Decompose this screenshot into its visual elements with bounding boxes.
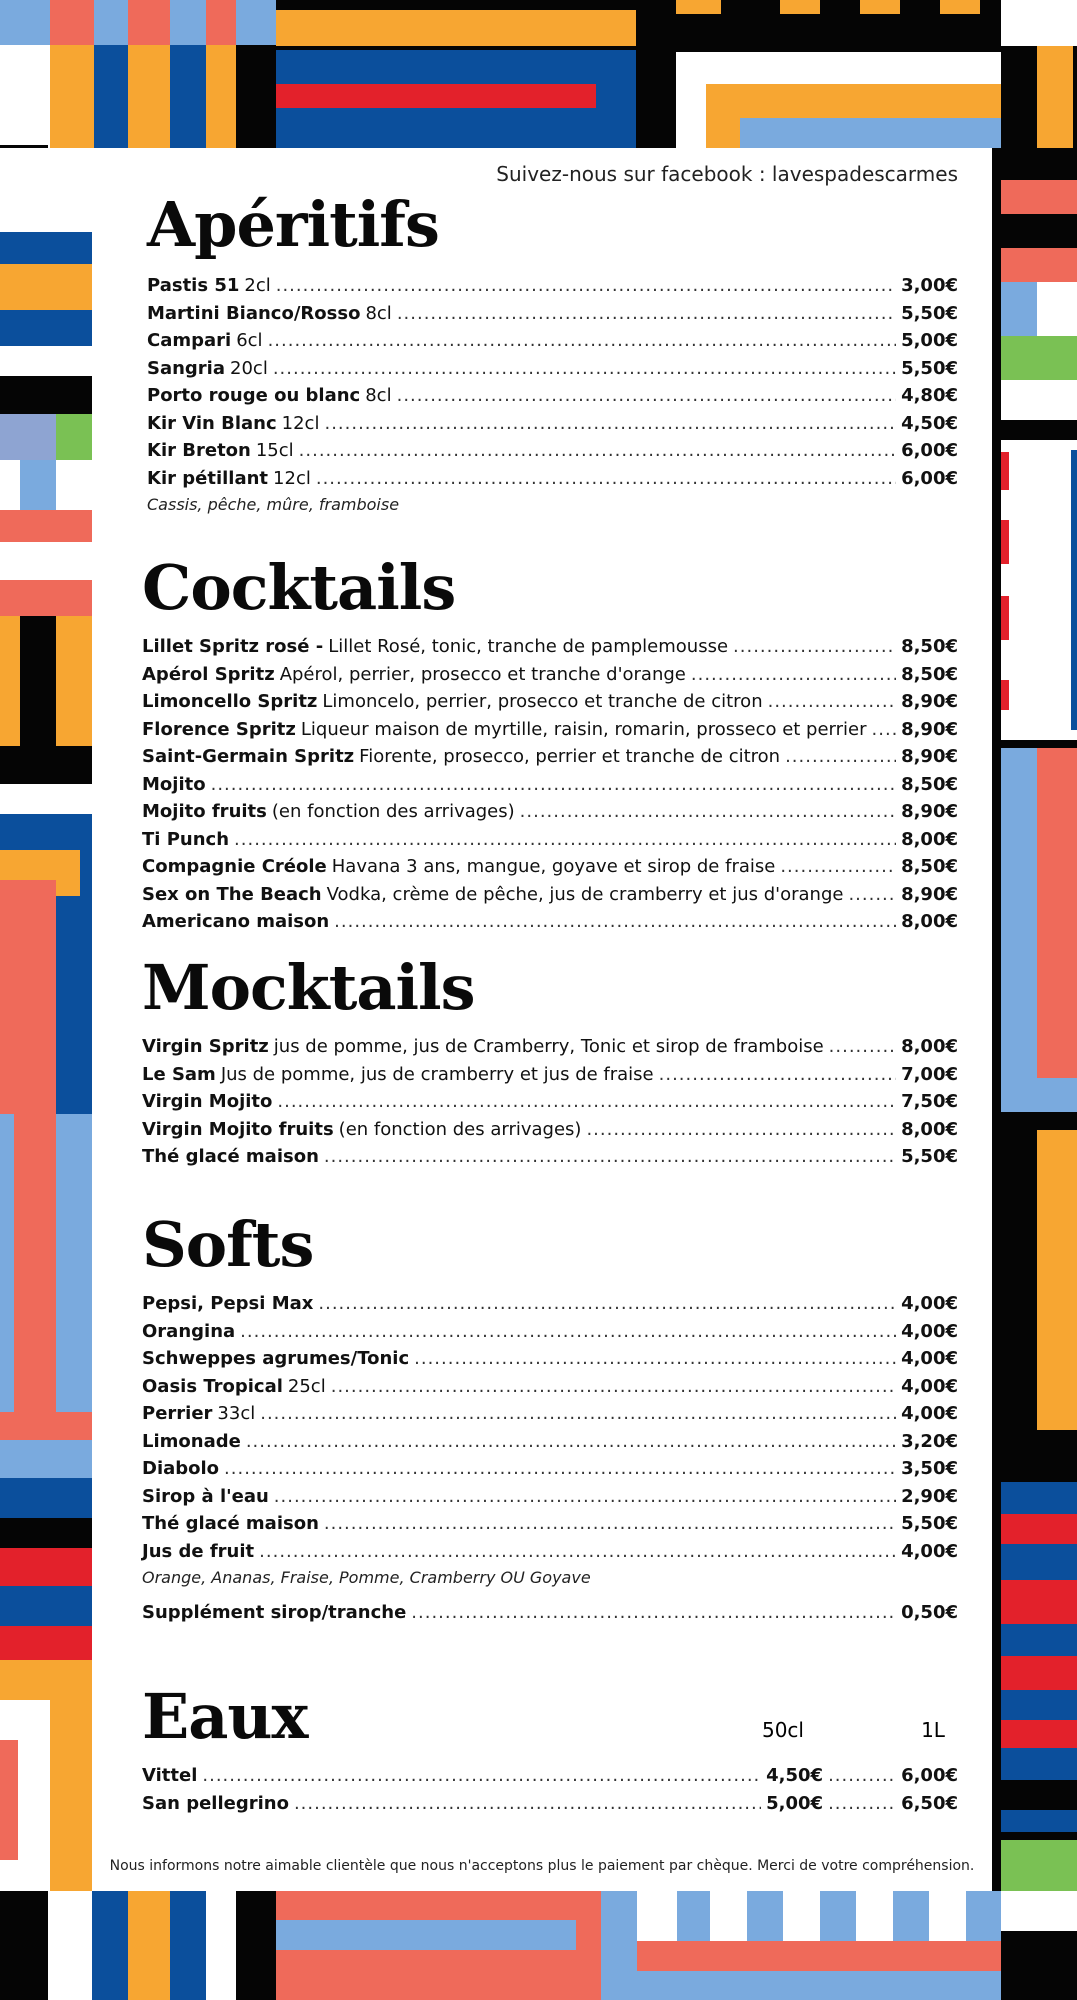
- item-price: 8,50€: [901, 773, 958, 795]
- dot-leader: [520, 798, 896, 826]
- item-description: Havana 3 ans, mangue, goyave et sirop de fraise: [331, 856, 776, 877]
- menu-item-row: [142, 881, 958, 909]
- item-price: 8,90€: [901, 691, 958, 712]
- item-description: (en fonction des arrivages): [271, 801, 515, 822]
- dot-leader: [586, 1116, 896, 1144]
- eaux-title: Eaux: [142, 1680, 308, 1753]
- item-name: Thé glacé maison: [142, 1146, 319, 1167]
- menu-item-row: [147, 465, 958, 493]
- menu-item-row: [142, 1088, 958, 1116]
- dot-leader: [331, 1373, 896, 1401]
- aperitifs-title: Apéritifs: [147, 188, 439, 261]
- dot-leader: [318, 1290, 896, 1318]
- item-name: Orangina: [142, 1320, 236, 1342]
- item-name: Kir Vin Blanc: [147, 412, 277, 434]
- mocktails-section: [142, 951, 958, 1171]
- dot-leader: [780, 853, 896, 881]
- item-description: 15cl: [255, 440, 294, 461]
- menu-item-row: [142, 771, 958, 799]
- item-price: 8,90€: [901, 883, 958, 905]
- dot-leader: [246, 1428, 896, 1456]
- supplement-price: 0,50€: [901, 1602, 958, 1623]
- item-name: Porto rouge ou blanc: [147, 385, 361, 406]
- dot-leader: [274, 1483, 896, 1511]
- menu-item-row: [147, 355, 958, 383]
- menu-item-row: [142, 1061, 958, 1089]
- dot-leader: [872, 716, 897, 744]
- menu-item-row: [142, 1510, 958, 1538]
- menu-item-row: [142, 1400, 958, 1428]
- menu-item-row: [142, 798, 958, 826]
- item-description: Liqueur maison de myrtille, raisin, romarin, prosseco et perrier: [300, 718, 867, 740]
- item-price: 5,50€: [901, 357, 958, 379]
- item-price: 4,80€: [901, 385, 958, 406]
- item-price: 8,90€: [901, 718, 958, 740]
- dot-leader: [268, 327, 897, 355]
- item-name: Kir pétillant: [147, 467, 269, 489]
- item-description: 8cl: [365, 302, 392, 324]
- item-price: 8,90€: [901, 746, 958, 767]
- dot-leader: [316, 465, 896, 493]
- menu-item-row: [142, 1455, 958, 1483]
- menu-item-row: [142, 1116, 958, 1144]
- item-name: Virgin Mojito fruits: [142, 1118, 334, 1140]
- item-name: Pastis 51: [147, 275, 240, 296]
- item-description: jus de pomme, jus de Cramberry, Tonic et sirop de framboise: [273, 1036, 824, 1057]
- menu-item-row: [142, 826, 958, 854]
- menu-item-row: [142, 1033, 958, 1061]
- cheque-notice: Nous informons notre aimable clientèle que nous n'acceptons plus le paiement par chèque. Merci de votre compréhension.: [109, 1858, 975, 1874]
- item-description: 20cl: [230, 357, 268, 379]
- softs-title: Softs: [142, 1208, 314, 1281]
- item-name: Limonade: [142, 1430, 241, 1452]
- menu-item-row: [142, 1290, 958, 1318]
- dot-leader: [414, 1345, 896, 1373]
- item-price: 8,90€: [901, 801, 958, 822]
- menu-item-row: [142, 1483, 958, 1511]
- dot-leader: [234, 826, 896, 854]
- item-description: 33cl: [217, 1403, 256, 1424]
- item-price: 8,50€: [901, 636, 958, 657]
- dot-leader: [224, 1455, 896, 1483]
- eaux-item-name: San pellegrino: [142, 1792, 289, 1814]
- cocktails-section: [142, 551, 958, 936]
- menu-card: [92, 148, 992, 1891]
- item-price: 8,50€: [901, 856, 958, 877]
- item-name: Ti Punch: [142, 828, 230, 850]
- dot-leader: [691, 661, 896, 689]
- item-name: Florence Spritz: [142, 718, 296, 740]
- item-description: 12cl: [281, 412, 320, 434]
- item-name: Saint-Germain Spritz: [142, 746, 355, 767]
- aperitifs-list: [147, 272, 958, 492]
- item-description: Lillet Rosé, tonic, tranche de pamplemousse: [328, 636, 729, 657]
- item-price: 3,50€: [901, 1458, 958, 1479]
- menu-item-row: [147, 437, 958, 465]
- item-name: Diabolo: [142, 1458, 220, 1479]
- dot-leader: [273, 355, 896, 383]
- dot-leader: [259, 1538, 896, 1566]
- item-name: Virgin Spritz: [142, 1036, 269, 1057]
- menu-item-row: [142, 1428, 958, 1456]
- cocktails-list: [142, 633, 958, 936]
- dot-leader: [276, 272, 896, 300]
- eaux-item-name: Vittel: [142, 1765, 198, 1786]
- item-name: Le Sam: [142, 1063, 216, 1085]
- item-name: Sex on The Beach: [142, 883, 322, 905]
- dot-leader: [299, 437, 896, 465]
- item-name: Mojito fruits: [142, 801, 267, 822]
- item-description: 8cl: [365, 385, 392, 406]
- menu-item-row: [142, 633, 958, 661]
- item-name: Martini Bianco/Rosso: [147, 302, 361, 324]
- eaux-row-san-pellegrino: [142, 1790, 958, 1818]
- item-name: Limoncello Spritz: [142, 691, 318, 712]
- item-price: 2,90€: [901, 1485, 958, 1507]
- item-price: 7,50€: [901, 1091, 958, 1112]
- item-name: Sangria: [147, 357, 226, 379]
- item-name: Americano maison: [142, 911, 330, 932]
- eaux-row-vittel: [142, 1762, 958, 1790]
- menu-item-row: [147, 327, 958, 355]
- item-name: Jus de fruit: [142, 1540, 255, 1562]
- menu-item-row: [142, 688, 958, 716]
- item-description: Apérol, perrier, prosecco et tranche d'orange: [279, 663, 686, 685]
- menu-item-row: [142, 853, 958, 881]
- item-description: Vodka, crème de pêche, jus de cramberry et jus d'orange: [326, 883, 844, 905]
- menu-item-row: [142, 1143, 958, 1171]
- item-price: 6,00€: [901, 440, 958, 461]
- item-price: 3,20€: [901, 1430, 958, 1452]
- item-name: Perrier: [142, 1403, 213, 1424]
- item-name: Pepsi, Pepsi Max: [142, 1293, 314, 1314]
- menu-item-row: [142, 716, 958, 744]
- item-price: 5,50€: [901, 302, 958, 324]
- item-name: Oasis Tropical: [142, 1375, 283, 1397]
- facebook-text: Suivez-nous sur facebook : lavespadescarmes: [496, 162, 958, 186]
- dot-leader: [785, 743, 896, 771]
- softs-list: [142, 1290, 958, 1565]
- dot-leader: [848, 881, 896, 909]
- eaux-price-50cl: 4,50€: [766, 1765, 824, 1786]
- menu-item-row: [142, 1345, 958, 1373]
- mocktails-list: [142, 1033, 958, 1171]
- item-price: 4,00€: [901, 1375, 958, 1397]
- dot-leader: [324, 1143, 896, 1171]
- item-description: 12cl: [273, 467, 311, 489]
- item-name: Sirop à l'eau: [142, 1485, 269, 1507]
- item-description: 6cl: [236, 330, 263, 351]
- item-price: 5,00€: [901, 330, 958, 351]
- softs-section: [142, 1208, 958, 1627]
- item-description: Jus de pomme, jus de cramberry et jus de fraise: [220, 1063, 654, 1085]
- menu-item-row: [142, 743, 958, 771]
- item-description: (en fonction des arrivages): [338, 1118, 582, 1140]
- item-name: Mojito: [142, 773, 206, 795]
- aperitifs-note: Cassis, pêche, mûre, framboise: [147, 495, 400, 514]
- item-price: 4,00€: [901, 1348, 958, 1369]
- dot-leader: [324, 410, 896, 438]
- dot-leader: [768, 688, 896, 716]
- item-price: 3,00€: [901, 275, 958, 296]
- menu-item-row: [142, 1373, 958, 1401]
- dot-leader: [240, 1318, 896, 1346]
- dot-leader: [397, 300, 896, 328]
- menu-item-row: [142, 908, 958, 936]
- dot-leader: [324, 1510, 896, 1538]
- dot-leader: [829, 1033, 896, 1061]
- aperitifs-section: [147, 188, 958, 518]
- item-price: 5,50€: [901, 1513, 958, 1534]
- eaux-section: [142, 1680, 958, 1817]
- col-1l: 1L: [921, 1718, 945, 1742]
- dot-leader: [260, 1400, 896, 1428]
- dot-leader: [659, 1061, 896, 1089]
- menu-item-row: [147, 382, 958, 410]
- item-price: 7,00€: [901, 1063, 958, 1085]
- item-price: 4,00€: [901, 1293, 958, 1314]
- item-price: 8,00€: [901, 911, 958, 932]
- dot-leader: [334, 908, 896, 936]
- eaux-price-1l: 6,00€: [901, 1765, 958, 1786]
- dot-leader: [277, 1088, 896, 1116]
- item-description: 25cl: [287, 1375, 326, 1397]
- dot-leader: [733, 633, 896, 661]
- mocktails-title: Mocktails: [142, 951, 475, 1024]
- item-price: 4,00€: [901, 1320, 958, 1342]
- supplement-name: Supplément sirop/tranche: [142, 1602, 407, 1623]
- menu-item-row: [147, 410, 958, 438]
- item-price: 4,00€: [901, 1403, 958, 1424]
- item-price: 4,00€: [901, 1540, 958, 1562]
- col-50cl: 50cl: [761, 1718, 804, 1742]
- cocktails-title: Cocktails: [142, 551, 456, 624]
- dot-leader: [211, 771, 896, 799]
- menu-item-row: [142, 661, 958, 689]
- menu-item-row: [147, 272, 958, 300]
- item-price: 4,50€: [901, 412, 958, 434]
- eaux-price-50cl: 5,00€: [766, 1792, 824, 1814]
- item-name: Thé glacé maison: [142, 1513, 319, 1534]
- item-price: 8,00€: [901, 1036, 958, 1057]
- item-price: 6,00€: [901, 467, 958, 489]
- dot-leader: [397, 382, 896, 410]
- item-description: Fiorente, prosecco, perrier et tranche de citron: [359, 746, 781, 767]
- item-description: 2cl: [244, 275, 271, 296]
- item-name: Schweppes agrumes/Tonic: [142, 1348, 410, 1369]
- menu-item-row: [142, 1538, 958, 1566]
- item-price: 8,00€: [901, 828, 958, 850]
- item-name: Virgin Mojito: [142, 1091, 273, 1112]
- item-description: Limoncelo, perrier, prosecco et tranche de citron: [322, 691, 763, 712]
- softs-note: Orange, Ananas, Fraise, Pomme, Cramberry OU Goyave: [142, 1568, 591, 1587]
- menu-item-row: [142, 1318, 958, 1346]
- supplement-row: [142, 1599, 958, 1627]
- menu-item-row: [147, 300, 958, 328]
- item-price: 8,50€: [901, 663, 958, 685]
- item-price: 5,50€: [901, 1146, 958, 1167]
- eaux-price-1l: 6,50€: [901, 1792, 958, 1814]
- item-name: Apérol Spritz: [142, 663, 275, 685]
- item-name: Compagnie Créole: [142, 856, 327, 877]
- item-name: Kir Breton: [147, 440, 251, 461]
- item-name: Campari: [147, 330, 232, 351]
- item-price: 8,00€: [901, 1118, 958, 1140]
- item-name: Lillet Spritz rosé -: [142, 636, 324, 657]
